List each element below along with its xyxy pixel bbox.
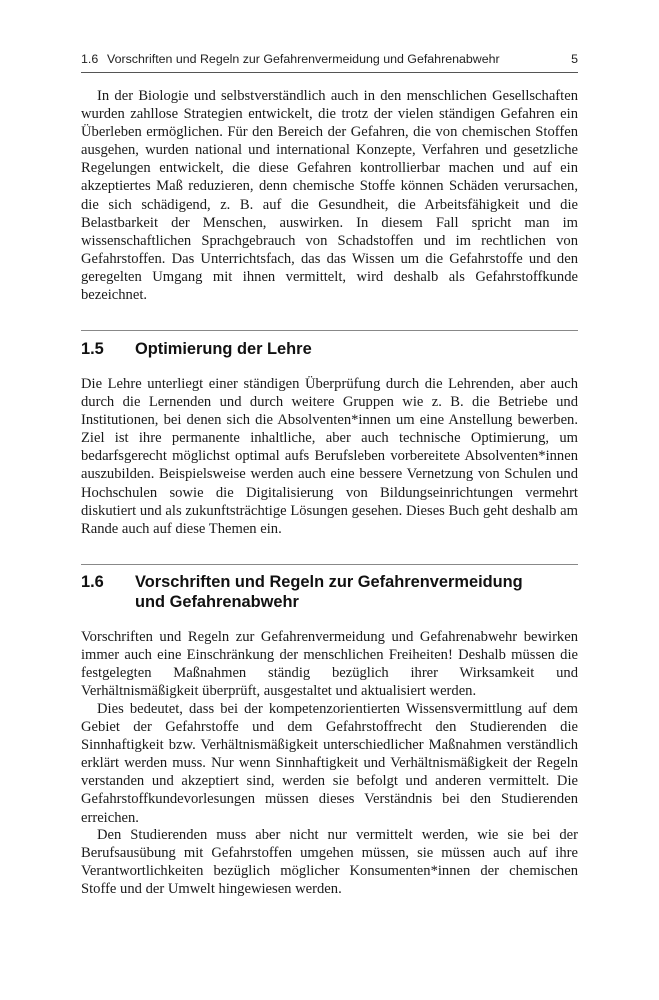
section-1-5-paragraph: Die Lehre unterliegt einer ständigen Überprüfung durch die Lehrenden, aber auch durch die Lernenden und durch weitere Gruppen wie z. B. die Betriebe und Institutionen, bei denen sich die Absolventen*innen um eine Anstellung bewerben. Ziel ist ihre permanente inhaltliche, aber auch technische Optimierung, um bedarfsgerecht möglichst optimal aufs Berufsleben vorbereitete Absolventen*innen auszubilden. Beispielsweise werden auch eine bessere Vernetzung von Schulen und Hochschulen sowie die Digitalisierung von Bildungseinrichtungen vermehrt diskutiert und als zukunftsträchtige Lösungen gesehen. Dieses Buch geht deshalb am Rande auch auf diese Themen ein. [81,376,578,537]
section-title-1-5: Optimierung der Lehre [135,340,312,358]
section-divider-1-5 [81,330,578,331]
section-divider-1-6 [81,564,578,565]
header-divider [81,72,578,73]
page-number: 5 [571,52,578,66]
intro-paragraph: In der Biologie und selbstverständlich auch in den menschlichen Gesellschaften wurden zahllose Strategien entwickelt, die trotz der vielen ständigen Gefahren ein Überleben ermöglichen. Für den Bereich der Gefahren, die von chemischen Stoffen ausgehen, wurden national und international Konzepte, Verfahren und gesetzliche Regelungen entwickelt, die diese Gefahren kontrollierbar machen und auf ein akzeptiertes Maß reduzieren, denn chemische Stoffe können Schäden verursachen, die sich schädigend, z. B. auf die Gesundheit, die Arbeitsfähigkeit und die Belastbarkeit der Menschen, auswirken. In diesem Fall spricht man im wissenschaftlichen Sprachgebrauch von Schadstoffen und im rechtlichen von Gefahrstoffen. Das Unterrichtsfach, das das Wissen um die Gefahrstoffe und den geregelten Umgang mit ihnen vermittelt, wird deshalb als Gefahrstoffkunde bezeichnet. [81,88,578,304]
section-1-6-paragraph-3: Den Studierenden muss aber nicht nur vermittelt werden, wie sie bei der Berufsausübung mit Gefahrstoffen umgehen müssen, sie müssen auch auf ihre Verantwortlichkeiten bezüglich möglicher Konsumenten*innen der chemischen Stoffe und der Umwelt hingewiesen werden. [81,827,578,898]
section-heading-1-6 [81,572,578,612]
section-number-1-5: 1.5 [81,340,104,358]
section-1-6-paragraph-1: Vorschriften und Regeln zur Gefahrenvermeidung und Gefahrenabwehr bewirken immer auch eine Einschränkung der menschlichen Freiheiten! Deshalb müssen die festgelegten Maßnahmen ständig bezüglich ihrer Wirksamkeit und Verhältnismäßigkeit überprüft, ausgestaltet und aktualisiert werden. [81,629,578,700]
running-header [81,51,578,67]
section-number-1-6: 1.6 [81,573,104,591]
running-header-section-number: 1.6 [81,52,99,66]
section-title-1-6-line1: Vorschriften und Regeln zur Gefahrenvermeidung [135,573,523,591]
section-heading-1-5 [81,339,578,359]
section-1-6-paragraph-2: Dies bedeutet, dass bei der kompetenzorientierten Wissensvermittlung auf dem Gebiet der Gefahrstoffe und dem Gefahrstoffrecht den Studierenden die Sinnhaftigkeit bzw. Verhältnismäßigkeit unterschiedlicher Maßnahmen verständlich erklärt werden muss. Nur wenn Sinnhaftigkeit und Verhältnismäßigkeit der Regeln verstanden und akzeptiert sind, werden sie befolgt und anderen vermittelt. Die Gefahrstoffkundevorlesungen müssen dieses Verständnis bei den Studierenden erreichen. [81,701,578,826]
running-header-title: Vorschriften und Regeln zur Gefahrenvermeidung und Gefahrenabwehr [107,52,500,66]
section-title-1-6-line2: und Gefahrenabwehr [135,593,299,611]
